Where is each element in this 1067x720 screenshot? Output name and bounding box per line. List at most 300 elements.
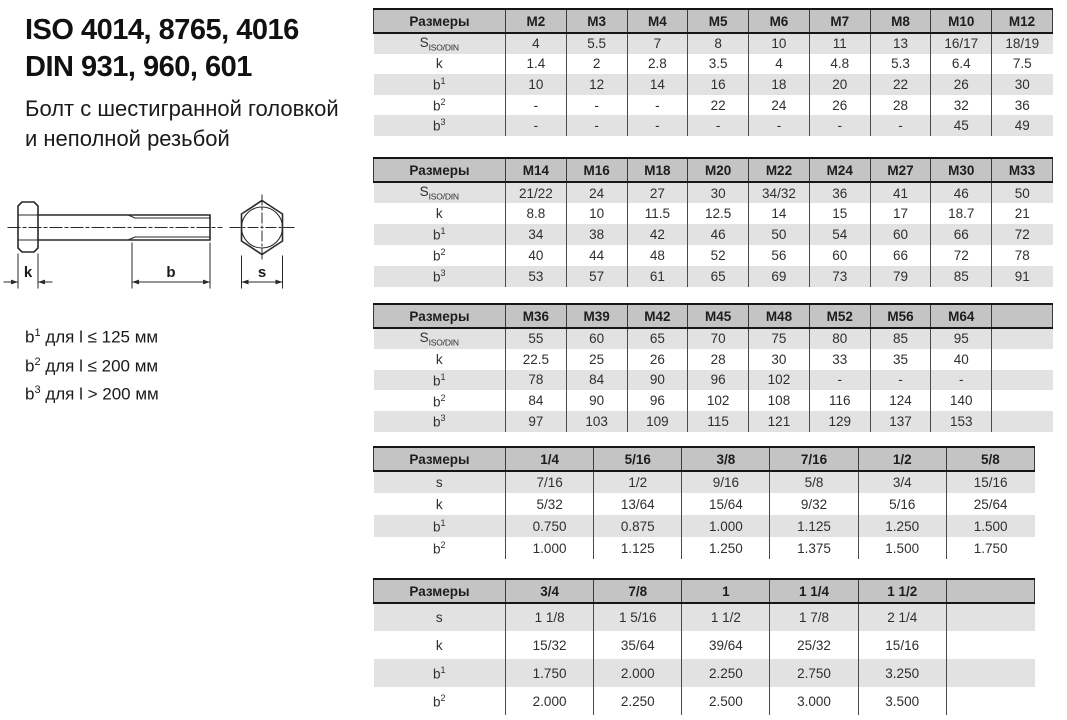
value-cell: 66 [931, 224, 992, 245]
dim-k-arrow-left [11, 280, 18, 285]
dimension-label-s: s [257, 264, 267, 281]
row-label: s [374, 471, 506, 493]
hex-end-view-centerlines [230, 195, 294, 260]
value-cell: 12 [566, 74, 627, 95]
value-cell [946, 659, 1034, 687]
row-label: k [435, 56, 443, 72]
size-column-header: M2 [506, 9, 567, 33]
value-cell: 78 [992, 245, 1053, 266]
value-cell: 28 [688, 349, 749, 370]
value-cell: 61 [627, 266, 688, 287]
value-cell: 73 [809, 266, 870, 287]
value-cell: 3.000 [770, 687, 858, 715]
value-cell: 13/64 [594, 493, 682, 515]
table-row [374, 537, 1035, 559]
value-cell: 84 [566, 370, 627, 391]
note-b3: $b^3$ для l > 200 мм [25, 384, 159, 404]
row-label: $b^1$ [374, 515, 506, 537]
size-column-header: M12 [992, 9, 1053, 33]
value-cell: 0.750 [506, 515, 594, 537]
row-label: $b^2$ [432, 247, 446, 264]
row-label: $b^3$ [374, 115, 506, 136]
value-cell: 26 [809, 95, 870, 116]
table-row [374, 493, 1035, 515]
value-cell: - [749, 115, 810, 136]
table-row [374, 603, 1035, 631]
size-column-header: M24 [809, 158, 870, 182]
value-cell: 2.250 [682, 659, 770, 687]
value-cell: 11.5 [627, 203, 688, 224]
row-label: $b^3$ [374, 266, 506, 287]
size-column-header: 5/16 [594, 447, 682, 471]
size-column-header: M56 [870, 304, 931, 328]
value-cell: - [931, 370, 992, 391]
page-title [25, 12, 299, 86]
value-cell: - [566, 95, 627, 116]
value-cell: 109 [627, 411, 688, 432]
value-cell: 78 [506, 370, 567, 391]
table-row [374, 245, 1053, 266]
value-cell: 25/64 [946, 493, 1034, 515]
size-column-header: M4 [627, 9, 688, 33]
size-column-header: M6 [749, 9, 810, 33]
value-cell: 21/22 [506, 182, 567, 203]
value-cell: - [809, 370, 870, 391]
value-cell: 2.500 [682, 687, 770, 715]
value-cell: 24 [749, 95, 810, 116]
dim-s-arrow-left [242, 280, 249, 285]
row-label: $S_{ISO/DIN}$ [374, 33, 506, 54]
table-row [374, 328, 1053, 349]
table-header-label: Размеры [374, 579, 506, 603]
size-column-header: M3 [566, 9, 627, 33]
value-cell: 96 [688, 370, 749, 391]
value-cell: 26 [931, 74, 992, 95]
size-column-header: M16 [566, 158, 627, 182]
value-cell: 0.875 [594, 515, 682, 537]
value-cell: 34 [506, 224, 567, 245]
value-cell: 2.250 [594, 687, 682, 715]
value-cell: 26 [627, 349, 688, 370]
value-cell: 1.750 [946, 537, 1034, 559]
row-label: $b^3$ [374, 411, 506, 432]
value-cell: 57 [566, 266, 627, 287]
value-cell: 72 [931, 245, 992, 266]
value-cell: 50 [749, 224, 810, 245]
value-cell: - [688, 115, 749, 136]
value-cell: 40 [931, 349, 992, 370]
value-cell: 10 [749, 33, 810, 54]
value-cell: 55 [506, 328, 567, 349]
value-cell: 30 [749, 349, 810, 370]
value-cell: 5/32 [506, 493, 594, 515]
dim-b-arrow-left [132, 280, 139, 285]
value-cell: 75 [749, 328, 810, 349]
value-cell: 5/8 [770, 471, 858, 493]
value-cell: 103 [566, 411, 627, 432]
value-cell: 72 [992, 224, 1053, 245]
value-cell: 1.4 [506, 54, 567, 75]
value-cell: 33 [809, 349, 870, 370]
value-cell: 7 [627, 33, 688, 54]
value-cell: 42 [627, 224, 688, 245]
row-label: $b^1$ [374, 659, 506, 687]
row-label: $b^1$ [374, 224, 506, 245]
value-cell: - [627, 95, 688, 116]
value-cell: 1 5/16 [594, 603, 682, 631]
value-cell: 38 [566, 224, 627, 245]
value-cell: 10 [506, 74, 567, 95]
inch-dimensions-table-3-4-to-1-5 [373, 578, 1035, 715]
value-cell: - [627, 115, 688, 136]
table-row [374, 266, 1053, 287]
size-column-header: M33 [992, 158, 1053, 182]
size-column-header: 3/4 [506, 579, 594, 603]
value-cell: 32 [931, 95, 992, 116]
value-cell: 1.250 [682, 537, 770, 559]
value-cell [946, 687, 1034, 715]
row-label: k [435, 496, 443, 512]
value-cell: 96 [627, 390, 688, 411]
value-cell: 16 [688, 74, 749, 95]
size-column-header: 3/8 [682, 447, 770, 471]
row-label: k [435, 637, 443, 653]
value-cell: 28 [870, 95, 931, 116]
value-cell: 115 [688, 411, 749, 432]
value-cell: 1/2 [594, 471, 682, 493]
table-header-label: Размеры [374, 447, 506, 471]
bolt-technical-drawing [0, 185, 330, 310]
value-cell: 49 [992, 115, 1053, 136]
value-cell: 80 [809, 328, 870, 349]
row-label: $S_{ISO/DIN}$ [374, 182, 506, 203]
value-cell: 140 [931, 390, 992, 411]
value-cell: 1 7/8 [770, 603, 858, 631]
value-cell: 39/64 [682, 631, 770, 659]
value-cell [992, 349, 1053, 370]
size-column-header: M42 [627, 304, 688, 328]
value-cell: 1.750 [506, 659, 594, 687]
value-cell: 35 [870, 349, 931, 370]
value-cell: 3/4 [858, 471, 946, 493]
value-cell: 10 [566, 203, 627, 224]
size-column-header: M20 [688, 158, 749, 182]
value-cell: 60 [809, 245, 870, 266]
value-cell: 20 [809, 74, 870, 95]
value-cell: 5.3 [870, 54, 931, 75]
table-row [374, 115, 1053, 136]
value-cell: 4.8 [809, 54, 870, 75]
value-cell: 27 [627, 182, 688, 203]
value-cell: 48 [627, 245, 688, 266]
size-column-header: 1 [682, 579, 770, 603]
value-cell: 11 [809, 33, 870, 54]
dimension-label-b: b [166, 264, 176, 281]
value-cell: 2 [566, 54, 627, 75]
value-cell: 15/16 [946, 471, 1034, 493]
page-subtitle [25, 94, 339, 154]
table-row [374, 203, 1053, 224]
value-cell: 2.000 [506, 687, 594, 715]
value-cell: 1 1/2 [682, 603, 770, 631]
size-column-header: 1 1/2 [858, 579, 946, 603]
value-cell: 36 [809, 182, 870, 203]
size-column-header: M22 [749, 158, 810, 182]
value-cell: 30 [992, 74, 1053, 95]
row-label: $b^2$ [432, 539, 446, 557]
metric-dimensions-table-m36-m64 [373, 303, 1053, 432]
value-cell: 3.5 [688, 54, 749, 75]
value-cell: 15 [809, 203, 870, 224]
row-label: $b^2$ [432, 692, 446, 710]
subtitle-line1: Болт с шестигранной головкой [25, 96, 339, 121]
value-cell: 60 [870, 224, 931, 245]
value-cell: 41 [870, 182, 931, 203]
value-cell: 1.250 [858, 515, 946, 537]
value-cell [992, 390, 1053, 411]
value-cell: 22 [688, 95, 749, 116]
table-row [374, 631, 1035, 659]
value-cell: 1.000 [506, 537, 594, 559]
bolt-drawing-svg [0, 185, 330, 310]
value-cell: 91 [992, 266, 1053, 287]
value-cell: 5/16 [858, 493, 946, 515]
value-cell: 36 [992, 95, 1053, 116]
value-cell: 9/32 [770, 493, 858, 515]
value-cell: - [506, 115, 567, 136]
value-cell: 18 [749, 74, 810, 95]
size-column-header: M10 [931, 9, 992, 33]
row-label: s [374, 603, 506, 631]
subtitle-line2: и неполной резьбой [25, 126, 230, 151]
value-cell: - [870, 115, 931, 136]
metric-dimensions-table-m14-m33 [373, 157, 1053, 287]
value-cell: 54 [809, 224, 870, 245]
value-cell: 1.125 [594, 537, 682, 559]
value-cell [992, 370, 1053, 391]
value-cell: 2 1/4 [858, 603, 946, 631]
value-cell: 1.375 [770, 537, 858, 559]
dim-k-arrow-right [38, 280, 45, 285]
value-cell: 35/64 [594, 631, 682, 659]
value-cell: 50 [992, 182, 1053, 203]
thread-length-notes [25, 321, 159, 407]
value-cell: 56 [749, 245, 810, 266]
value-cell: 90 [627, 370, 688, 391]
table-header-label: Размеры [374, 158, 506, 182]
title-iso: ISO 4014, 8765, 4016 [25, 14, 299, 46]
table-row [374, 370, 1053, 391]
value-cell: 52 [688, 245, 749, 266]
table-row [374, 74, 1053, 95]
table-row [374, 349, 1053, 370]
size-column-header: M5 [688, 9, 749, 33]
row-label: $b^1$ [374, 370, 506, 391]
value-cell: 79 [870, 266, 931, 287]
size-column-header: M27 [870, 158, 931, 182]
value-cell: - [809, 115, 870, 136]
value-cell: 60 [566, 328, 627, 349]
size-column-header: 5/8 [946, 447, 1034, 471]
value-cell: - [566, 115, 627, 136]
size-column-header: M30 [931, 158, 992, 182]
table-row [374, 411, 1053, 432]
row-label: k [435, 351, 443, 367]
value-cell: 124 [870, 390, 931, 411]
empty-column-header [946, 579, 1034, 603]
table-row [374, 95, 1053, 116]
size-column-header: 1/4 [506, 447, 594, 471]
value-cell: 16/17 [931, 33, 992, 54]
inch-dimensions-table-quarter-to-5-8 [373, 446, 1035, 559]
value-cell [946, 631, 1034, 659]
value-cell: 4 [506, 33, 567, 54]
title-din: DIN 931, 960, 601 [25, 51, 252, 83]
table-header-label: Размеры [374, 304, 506, 328]
table-row [374, 182, 1053, 203]
table-row [374, 471, 1035, 493]
table-row [374, 390, 1053, 411]
value-cell: 1 1/8 [506, 603, 594, 631]
empty-column-header [992, 304, 1053, 328]
value-cell: 129 [809, 411, 870, 432]
size-column-header: 1/2 [858, 447, 946, 471]
size-column-header: 1 1/4 [770, 579, 858, 603]
table-row [374, 33, 1053, 54]
value-cell [992, 328, 1053, 349]
dim-b-arrow-right [203, 280, 210, 285]
value-cell: 69 [749, 266, 810, 287]
value-cell: 46 [931, 182, 992, 203]
row-label: $b^2$ [432, 96, 446, 114]
value-cell: 7/16 [506, 471, 594, 493]
value-cell: 3.250 [858, 659, 946, 687]
size-column-header: M8 [870, 9, 931, 33]
value-cell: 153 [931, 411, 992, 432]
value-cell: 22.5 [506, 349, 567, 370]
metric-dimensions-table-m2-m12 [373, 8, 1053, 136]
note-b1: $b^1$ для l ≤ 125 мм [25, 327, 159, 347]
note-b2: $b^2$ для l ≤ 200 мм [25, 355, 159, 376]
value-cell: 1.000 [682, 515, 770, 537]
value-cell: 121 [749, 411, 810, 432]
value-cell: 1.500 [858, 537, 946, 559]
value-cell: - [870, 370, 931, 391]
size-column-header: M52 [809, 304, 870, 328]
value-cell: 102 [688, 390, 749, 411]
value-cell: 45 [931, 115, 992, 136]
value-cell: 21 [992, 203, 1053, 224]
value-cell: 1.500 [946, 515, 1034, 537]
size-column-header: 7/8 [594, 579, 682, 603]
row-label: $b^2$ [432, 392, 446, 410]
value-cell: 8 [688, 33, 749, 54]
value-cell: 2.000 [594, 659, 682, 687]
size-column-header: M7 [809, 9, 870, 33]
table-row [374, 224, 1053, 245]
value-cell: 102 [749, 370, 810, 391]
value-cell: 2.8 [627, 54, 688, 75]
value-cell: 5.5 [566, 33, 627, 54]
value-cell: 13 [870, 33, 931, 54]
value-cell: 25 [566, 349, 627, 370]
value-cell: 40 [506, 245, 567, 266]
value-cell [992, 411, 1053, 432]
value-cell [946, 603, 1034, 631]
value-cell: 2.750 [770, 659, 858, 687]
value-cell: 108 [749, 390, 810, 411]
table-row [374, 54, 1053, 75]
value-cell: 116 [809, 390, 870, 411]
value-cell: 65 [627, 328, 688, 349]
value-cell: 1.125 [770, 515, 858, 537]
value-cell: 65 [688, 266, 749, 287]
value-cell: 9/16 [682, 471, 770, 493]
value-cell: 85 [931, 266, 992, 287]
value-cell: 18.7 [931, 203, 992, 224]
value-cell: 84 [506, 390, 567, 411]
row-label: k [435, 206, 443, 221]
dimension-label-k: k [23, 264, 33, 281]
value-cell: 18/19 [992, 33, 1053, 54]
value-cell: 137 [870, 411, 931, 432]
table-row [374, 659, 1035, 687]
value-cell: 90 [566, 390, 627, 411]
size-column-header: M45 [688, 304, 749, 328]
value-cell: 95 [931, 328, 992, 349]
value-cell: 14 [627, 74, 688, 95]
value-cell: 25/32 [770, 631, 858, 659]
value-cell: 3.500 [858, 687, 946, 715]
value-cell: 44 [566, 245, 627, 266]
value-cell: 34/32 [749, 182, 810, 203]
table-header-label: Размеры [374, 9, 506, 33]
value-cell: 15/32 [506, 631, 594, 659]
value-cell: 4 [749, 54, 810, 75]
value-cell: 14 [749, 203, 810, 224]
size-column-header: 7/16 [770, 447, 858, 471]
value-cell: 53 [506, 266, 567, 287]
size-column-header: M14 [506, 158, 567, 182]
value-cell: 22 [870, 74, 931, 95]
table-row [374, 687, 1035, 715]
size-column-header: M36 [506, 304, 567, 328]
value-cell: 17 [870, 203, 931, 224]
value-cell: 6.4 [931, 54, 992, 75]
value-cell: 15/16 [858, 631, 946, 659]
value-cell: 8.8 [506, 203, 567, 224]
row-label: $b^1$ [374, 74, 506, 95]
value-cell: 24 [566, 182, 627, 203]
value-cell: 46 [688, 224, 749, 245]
value-cell: 97 [506, 411, 567, 432]
value-cell: 85 [870, 328, 931, 349]
value-cell: 30 [688, 182, 749, 203]
value-cell: - [506, 95, 567, 116]
value-cell: 12.5 [688, 203, 749, 224]
size-column-header: M18 [627, 158, 688, 182]
value-cell: 66 [870, 245, 931, 266]
value-cell: 7.5 [992, 54, 1053, 75]
value-cell: 70 [688, 328, 749, 349]
row-label: $S_{ISO/DIN}$ [374, 328, 506, 349]
size-column-header: M64 [931, 304, 992, 328]
value-cell: 15/64 [682, 493, 770, 515]
table-row [374, 515, 1035, 537]
size-column-header: M48 [749, 304, 810, 328]
size-column-header: M39 [566, 304, 627, 328]
dim-s-arrow-right [276, 280, 283, 285]
